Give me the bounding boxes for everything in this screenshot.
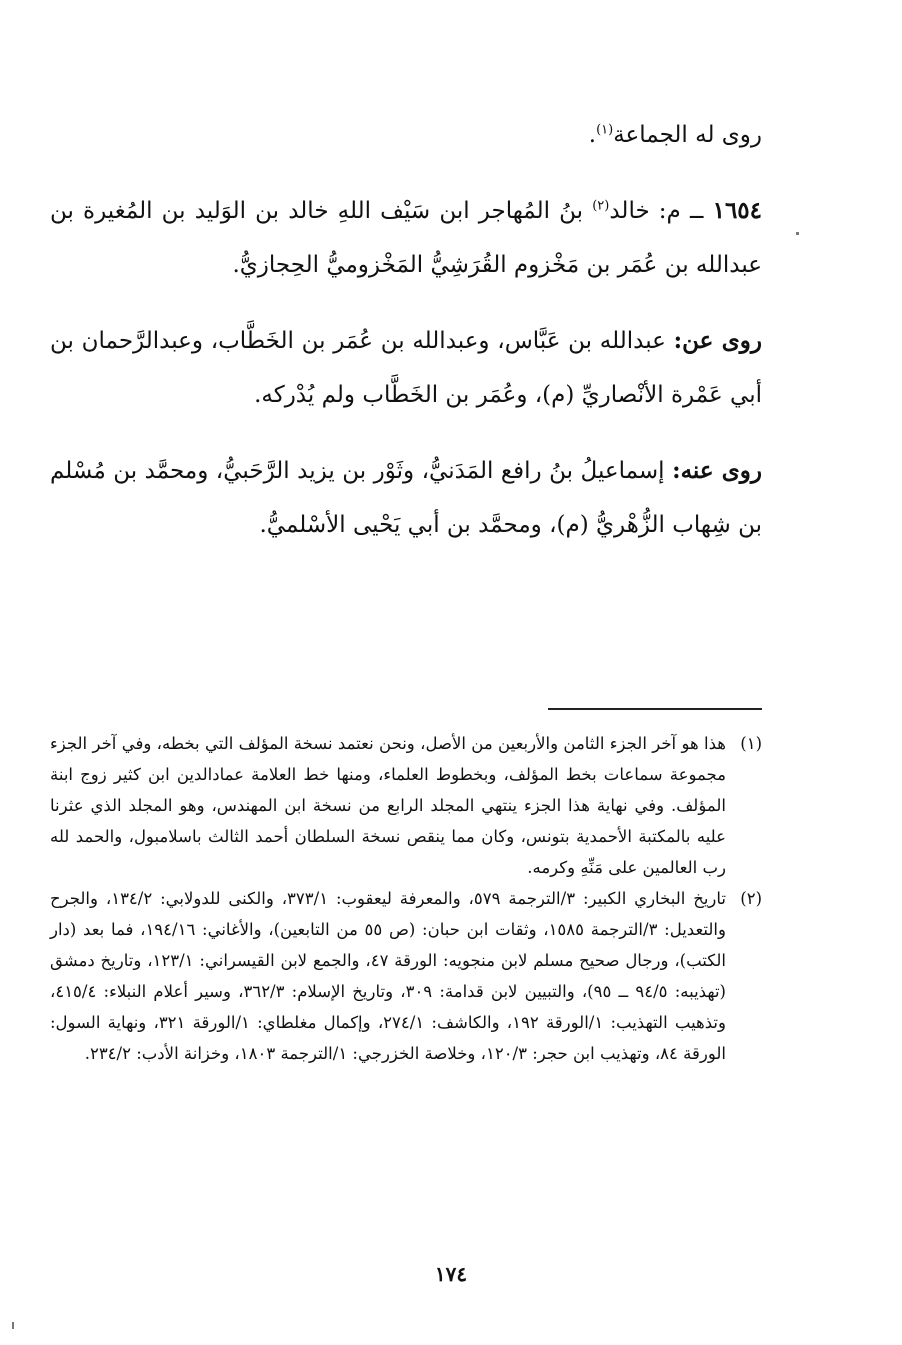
narrated-from-label: روى عن:	[673, 327, 762, 354]
footnote-text: تاريخ البخاري الكبير: ٣/الترجمة ٥٧٩، والمعرفة ليعقوب: ٣٧٣/١، والكنى للدولابي: ١٣٤/٢، والجرح والتعديل: ٣/الترجمة ١٥٨٥، وثقات ابن حبان: (ص ٥٥ من التابعين)، والأغاني: ١٩٤/١٦، فما بعد (دار الكتب)، ورجال صحيح مسلم لابن منجويه: الورقة ٤٧، والجمع لابن القيسراني: ١٢٣/١، وتاريخ دمشق (تهذيبه: ٩٤/٥ ــ ٩٥)، والتبيين لابن قدامة: ٣٠٩، وتاريخ الإسلام: ٣٦٢/٣، وسير أعلام النبلاء: ٤١٥/٤، وتذهيب التهذيب: ١/الورقة ١٩٢، والكاشف: ٢٧٤/١، وإكمال مغلطاي: ١/الورقة ٣٢١، ونهاية السول: الورقة ٨٤، وتهذيب ابن حجر: ١٢٠/٣، وخلاصة الخزرجي: ١/الترجمة ١٨٠٣، وخزانة الأدب: ٢٣٤/٢.	[50, 889, 727, 1063]
footnote-text: هذا هو آخر الجزء الثامن والأربعين من الأصل، ونحن نعتمد نسخة المؤلف التي بخطه، وفي آخر الجزء مجموعة سماعات بخط المؤلف، وبخطوط العلماء، ومنها خط العلامة عمادالدين ابن كثير زوج ابنة المؤلف. وفي نهاية هذا الجزء ينتهي المجلد الرابع من نسخة ابن المهندس، وهو المجلد الذي عثرنا عليه بالمكتبة الأحمدية بتونس، وكان مما ينقص نسخة السلطان أحمد الثالث باسلامبول، والحمد لله رب العالمين على مَنِّهِ وكرمه.	[50, 734, 726, 877]
entry-number: ١٦٥٤	[712, 197, 763, 224]
scan-speck	[796, 232, 799, 235]
narrated-from-text: عبدالله بن عَبَّاس، وعبدالله بن عُمَر بن الخَطَّاب، وعبدالرَّحمان بن أبي عَمْرة الأنْصاريِّ (م)، وعُمَر بن الخَطَّاب ولم يُدْركه.	[50, 328, 762, 408]
entry-heading: ــ م: خالد	[609, 198, 704, 224]
page-number: ١٧٤	[434, 1262, 468, 1286]
opening-text: روى له الجماعة	[613, 122, 762, 148]
footnote-ref-2[interactable]: (٢)	[592, 198, 610, 214]
footnote-number: (١)	[740, 734, 762, 753]
footnote-ref-1[interactable]: (١)	[596, 122, 614, 138]
narrated-by-label: روى عنه:	[672, 457, 762, 484]
entry-name: بنُ المُهاجر ابن سَيْف اللهِ خالد بن الوَليد بن المُغيرة بن عبدالله بن عُمَر بن مَخْزوم القُرَشِيُّ المَخْزوميُّ الحِجازيُّ.	[50, 198, 762, 278]
footnote-2	[50, 883, 762, 1069]
footnote-number: (٢)	[740, 889, 762, 908]
opening-period: .	[588, 122, 597, 148]
footnote-1	[50, 728, 762, 883]
paragraph-entry	[50, 184, 762, 292]
scan-speck	[12, 1322, 14, 1329]
paragraph-narrated-from	[50, 314, 762, 422]
footnote-separator	[548, 708, 762, 710]
main-text	[50, 108, 762, 552]
paragraph-narrated-by	[50, 444, 762, 552]
narrated-by-text: إسماعيلُ بنُ رافع المَدَنيُّ، وثَوْر بن يزيد الرَّحَبيُّ، ومحمَّد بن مُسْلم بن شِهاب الزُّهْريُّ (م)، ومحمَّد بن أبي يَحْيى الأسْلميُّ.	[50, 458, 762, 538]
footnotes	[50, 728, 762, 1069]
paragraph-opening	[50, 108, 762, 162]
